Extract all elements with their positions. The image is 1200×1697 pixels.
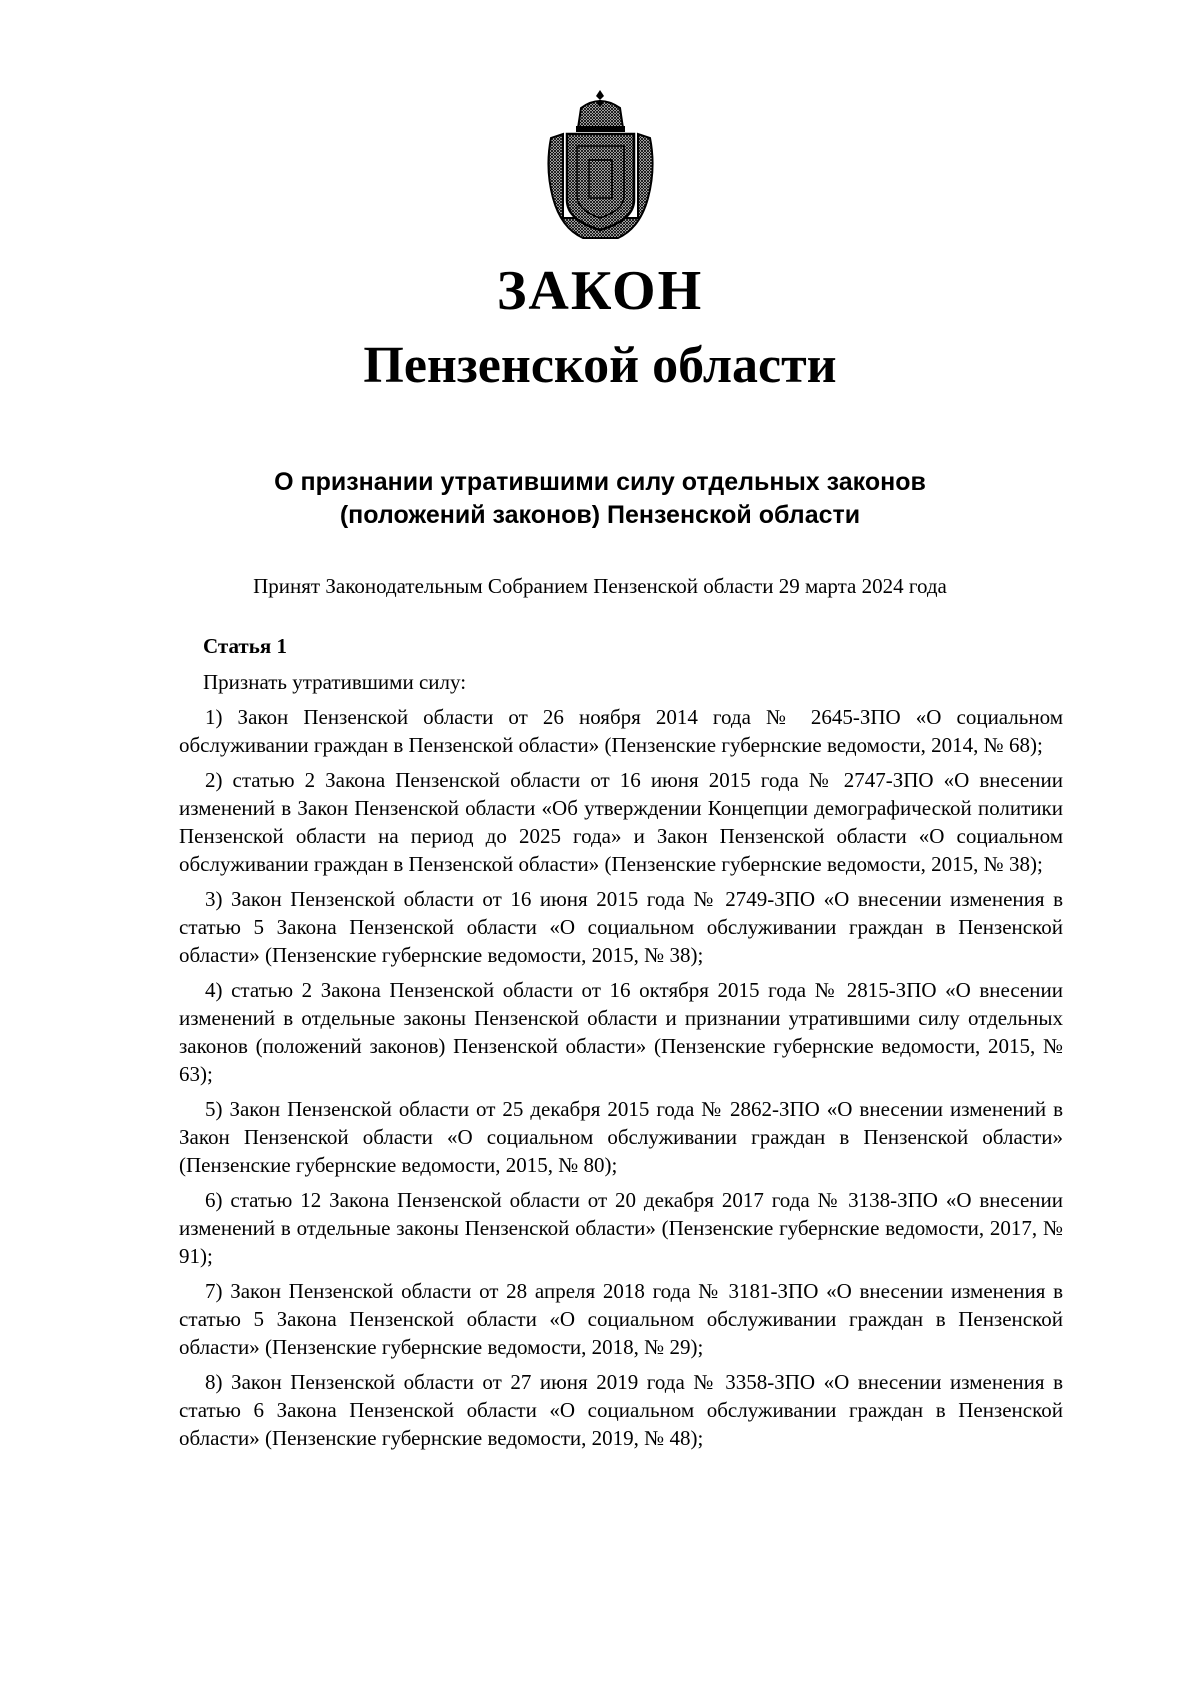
article-body	[179, 632, 1063, 1459]
list-item: 3) Закон Пензенской области от 16 июня 2015 года № 2749-ЗПО «О внесении изменения в статью 5 Закона Пензенской области «О социальном обслуживании граждан в Пензенской области» (Пензенские губернские ведомости, 2015, № 38);	[179, 887, 1063, 967]
coat-of-arms-icon	[543, 88, 658, 241]
adoption-note: Принят Законодательным Собранием Пензенской области 29 марта 2024 года	[253, 574, 947, 598]
article-intro: Признать утратившими силу:	[203, 670, 467, 694]
law-name-line: (положений законов) Пензенской области	[339, 501, 861, 529]
law-name	[0, 466, 1200, 532]
list-item: 5) Закон Пензенской области от 25 декабря 2015 года № 2862-ЗПО «О внесении изменений в Закон Пензенской области «О социальном обслуживании граждан в Пензенской области» (Пензенские губернские ведомости, 2015, № 80);	[179, 1097, 1063, 1177]
list-item: 4) статью 2 Закона Пензенской области от 16 октября 2015 года № 2815-ЗПО «О внесении изменений в отдельные законы Пензенской области и признании утратившими силу отдельных законов (положений законов) Пензенской области» (Пензенские губернские ведомости, 2015, № 63);	[179, 978, 1063, 1086]
article-heading: Статья 1	[203, 634, 287, 658]
list-item: 1) Закон Пензенской области от 26 ноября 2014 года № 2645-ЗПО «О социальном обслуживании граждан в Пензенской области» (Пензенские губернские ведомости, 2014, № 68);	[179, 705, 1063, 757]
list-item: 7) Закон Пензенской области от 28 апреля 2018 года № 3181-ЗПО «О внесении изменения в статью 5 Закона Пензенской области «О социальном обслуживании граждан в Пензенской области» (Пензенские губернские ведомости, 2018, № 29);	[179, 1279, 1063, 1359]
list-item: 2) статью 2 Закона Пензенской области от 16 июня 2015 года № 2747-ЗПО «О внесении изменений в Закон Пензенской области «Об утверждении Концепции демографической политики Пензенской области на период до 2025 года» и Закон Пензенской области «О социальном обслуживании граждан в Пензенской области» (Пензенские губернские ведомости, 2015, № 38);	[179, 768, 1063, 876]
document-type-title: ЗАКОН	[496, 260, 704, 322]
region-title: Пензенской области	[363, 337, 837, 394]
list-item: 6) статью 12 Закона Пензенской области от 20 декабря 2017 года № 3138-ЗПО «О внесении изменений в отдельные законы Пензенской области» (Пензенские губернские ведомости, 2017, № 91);	[179, 1188, 1063, 1268]
law-name-line: О признании утратившими силу отдельных законов	[274, 468, 926, 496]
list-item: 8) Закон Пензенской области от 27 июня 2019 года № 3358-ЗПО «О внесении изменения в статью 6 Закона Пензенской области «О социальном обслуживании граждан в Пензенской области» (Пензенские губернские ведомости, 2019, № 48);	[179, 1370, 1063, 1450]
